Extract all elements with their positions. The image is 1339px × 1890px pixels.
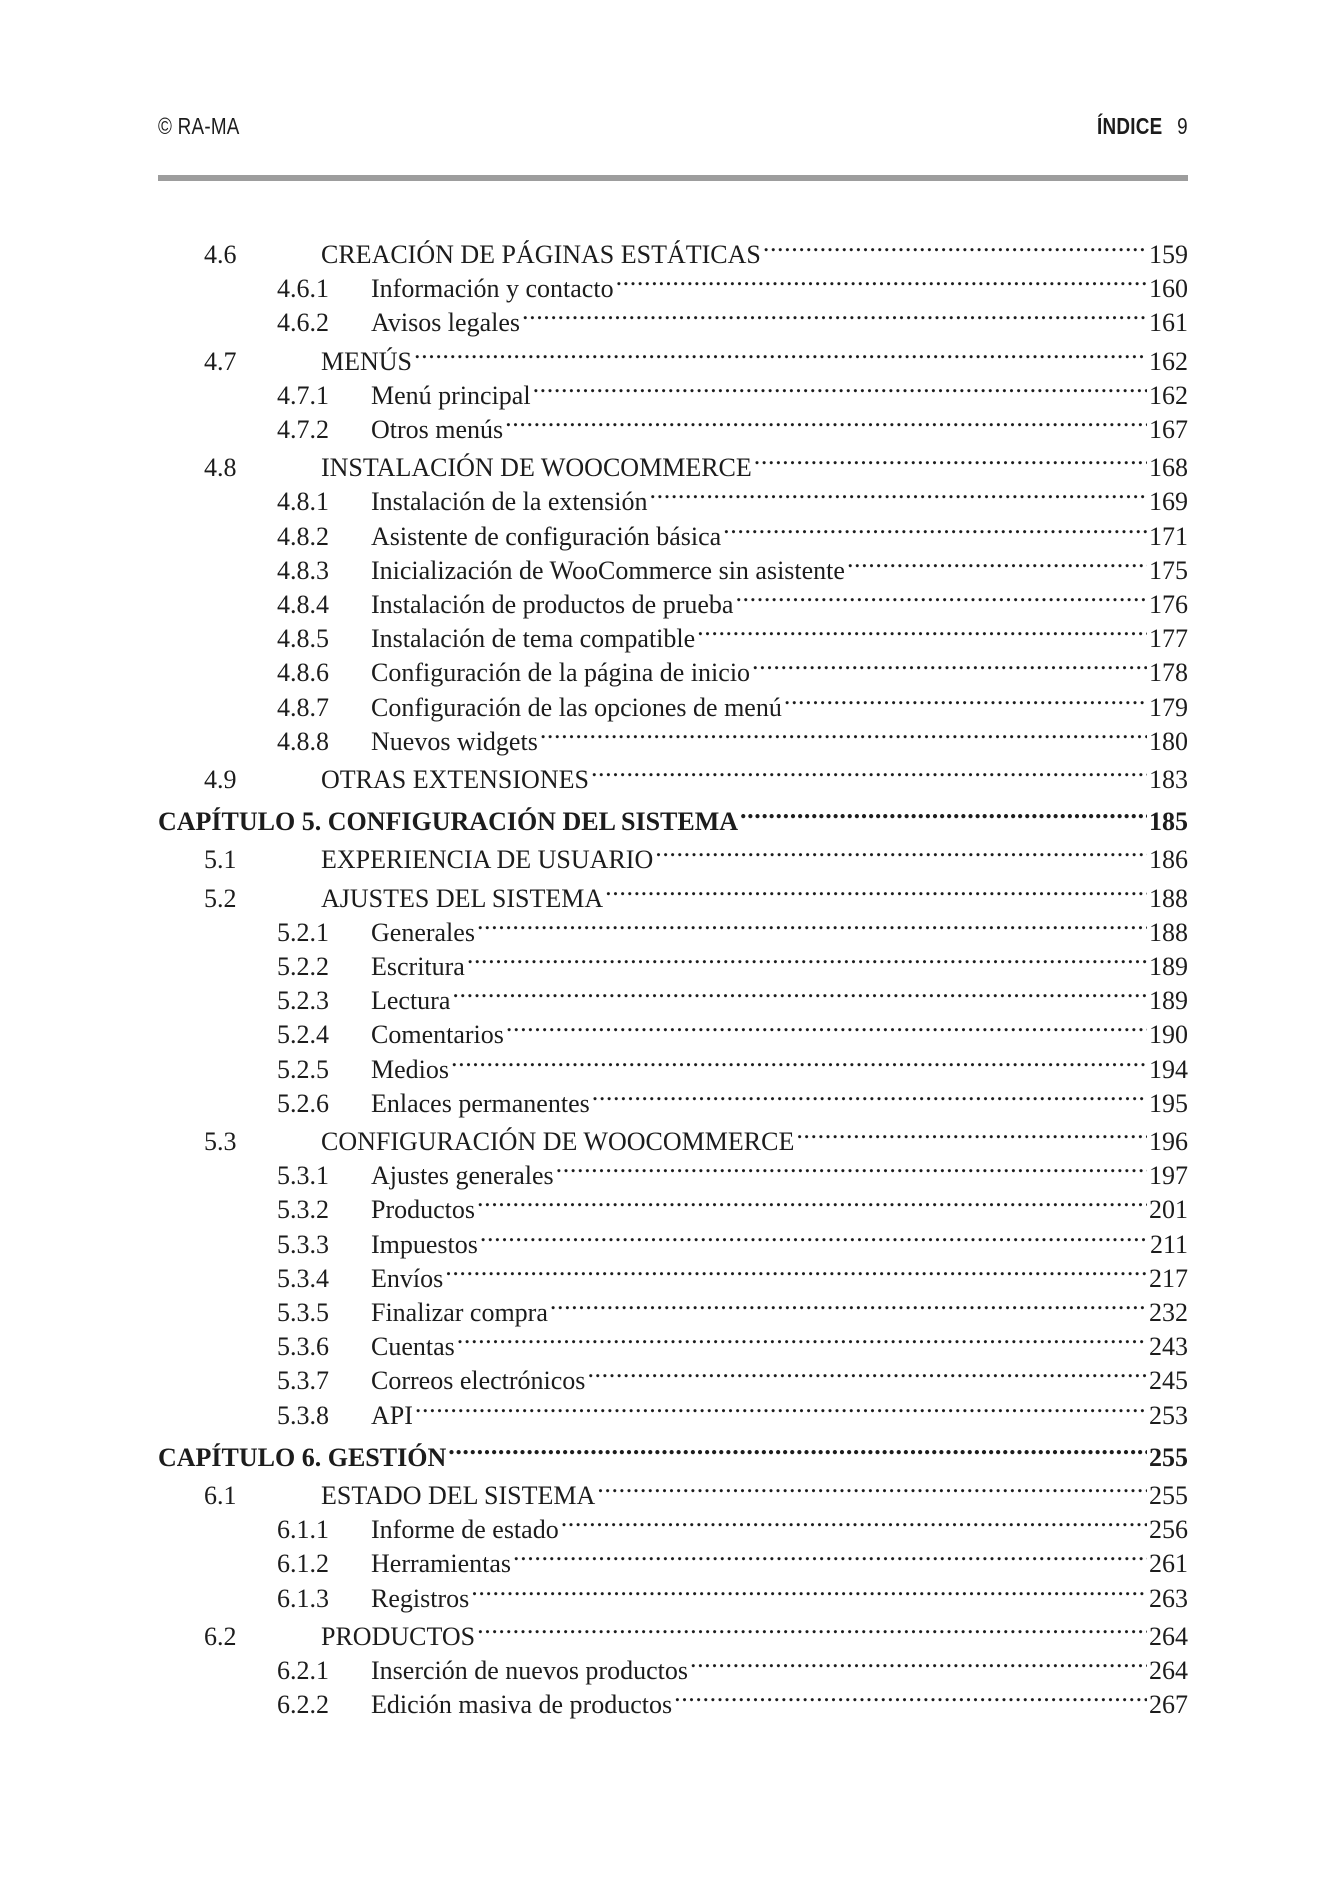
toc-entry bbox=[158, 1287, 1188, 1327]
toc-entry bbox=[158, 716, 1188, 756]
entry-number: 4.8.2 bbox=[277, 521, 329, 551]
dot-leader bbox=[550, 1287, 1147, 1321]
dot-leader bbox=[477, 907, 1147, 941]
entry-page: 232 bbox=[1149, 1298, 1188, 1327]
dot-leader bbox=[452, 975, 1147, 1009]
toc-entry bbox=[158, 1390, 1188, 1430]
toc-entry bbox=[158, 941, 1188, 981]
dot-leader bbox=[451, 1044, 1147, 1078]
toc-entry bbox=[158, 1116, 1188, 1156]
entry-title: OTRAS EXTENSIONES bbox=[321, 765, 589, 794]
dot-leader bbox=[587, 1355, 1147, 1389]
entry-title: Información y contacto bbox=[371, 274, 614, 304]
entry-page: 168 bbox=[1149, 453, 1188, 483]
toc-entry bbox=[158, 1184, 1188, 1225]
entry-number: 5.3 bbox=[204, 1127, 237, 1156]
entry-page: 185 bbox=[1149, 807, 1188, 837]
dot-leader bbox=[690, 1645, 1147, 1679]
toc-entry bbox=[158, 1538, 1188, 1579]
entry-number: 4.7.2 bbox=[277, 415, 329, 444]
dot-leader bbox=[513, 1538, 1147, 1572]
entry-number: 4.9 bbox=[204, 765, 237, 794]
entry-title: Edición masiva de productos bbox=[371, 1690, 673, 1720]
entry-page: 256 bbox=[1149, 1515, 1188, 1545]
dot-leader bbox=[740, 796, 1147, 830]
chapter-entry bbox=[158, 796, 1188, 837]
entry-number: 4.8 bbox=[204, 453, 237, 483]
dot-leader bbox=[477, 1611, 1147, 1645]
entry-number: 6.1.3 bbox=[277, 1583, 329, 1613]
dot-leader bbox=[784, 682, 1147, 716]
dot-leader bbox=[540, 716, 1147, 750]
dot-leader bbox=[655, 834, 1147, 868]
toc-entry bbox=[158, 370, 1188, 410]
dot-leader bbox=[480, 1219, 1148, 1253]
entry-page: 261 bbox=[1149, 1549, 1188, 1579]
entry-page: 243 bbox=[1149, 1332, 1188, 1362]
entry-page: 180 bbox=[1149, 726, 1188, 756]
entry-title: Escritura bbox=[371, 952, 465, 981]
entry-number: 4.6 bbox=[204, 240, 237, 269]
entry-title: Informe de estado bbox=[371, 1515, 559, 1545]
entry-number: 4.6.1 bbox=[277, 274, 329, 304]
entry-page: 189 bbox=[1149, 986, 1188, 1016]
entry-number: 4.8.1 bbox=[277, 487, 329, 517]
entry-title: CAPÍTULO 5. CONFIGURACIÓN DEL SISTEMA bbox=[158, 807, 739, 837]
dot-leader bbox=[533, 370, 1147, 404]
entry-page: 201 bbox=[1149, 1195, 1188, 1225]
entry-page: 189 bbox=[1149, 952, 1188, 981]
toc-entry bbox=[158, 1150, 1188, 1191]
toc-entry bbox=[158, 476, 1188, 517]
entry-page: 167 bbox=[1149, 415, 1188, 444]
entry-page: 169 bbox=[1149, 487, 1188, 517]
entry-number: 5.2.6 bbox=[277, 1088, 329, 1118]
entry-number: 5.3.8 bbox=[277, 1400, 329, 1430]
entry-number: 4.8.3 bbox=[277, 555, 329, 585]
entry-page: 162 bbox=[1149, 346, 1188, 376]
entry-title: Instalación de productos de prueba bbox=[371, 590, 734, 619]
entry-title: Nuevos widgets bbox=[371, 726, 538, 756]
dot-leader bbox=[847, 545, 1147, 579]
entry-title: Instalación de tema compatible bbox=[371, 624, 696, 654]
dot-leader bbox=[467, 941, 1147, 975]
entry-page: 264 bbox=[1149, 1621, 1188, 1651]
toc-entry bbox=[158, 682, 1188, 722]
entry-number: 4.7 bbox=[204, 346, 237, 376]
dot-leader bbox=[723, 511, 1147, 545]
toc-entry bbox=[158, 579, 1188, 619]
toc-entry bbox=[158, 1078, 1188, 1118]
dot-leader bbox=[445, 1253, 1147, 1287]
entry-page: 211 bbox=[1149, 1229, 1188, 1259]
entry-page: 183 bbox=[1149, 765, 1188, 794]
toc-entry bbox=[158, 1253, 1188, 1293]
entry-title: Lectura bbox=[371, 986, 451, 1016]
entry-title: EXPERIENCIA DE USUARIO bbox=[321, 845, 654, 875]
entry-number: 6.2 bbox=[204, 1621, 237, 1651]
entry-number: 5.3.4 bbox=[277, 1263, 329, 1293]
entry-title: AJUSTES DEL SISTEMA bbox=[321, 883, 604, 913]
entry-page: 179 bbox=[1149, 692, 1188, 722]
entry-number: 4.8.8 bbox=[277, 726, 329, 756]
dot-leader bbox=[754, 442, 1147, 476]
dot-leader bbox=[561, 1504, 1147, 1538]
dot-leader bbox=[597, 1470, 1147, 1504]
entry-number: 5.2.5 bbox=[277, 1054, 329, 1084]
entry-page: 161 bbox=[1149, 308, 1188, 338]
entry-page: 188 bbox=[1149, 883, 1188, 913]
dot-leader bbox=[477, 1184, 1147, 1218]
toc-entry bbox=[158, 229, 1188, 269]
entry-page: 264 bbox=[1149, 1656, 1188, 1685]
entry-page: 267 bbox=[1149, 1690, 1188, 1720]
entry-number: 5.2.3 bbox=[277, 986, 329, 1016]
entry-title: Instalación de la extensión bbox=[371, 487, 648, 517]
dot-leader bbox=[650, 476, 1147, 510]
dot-leader bbox=[796, 1116, 1147, 1150]
entry-title: Menú principal bbox=[371, 380, 531, 410]
toc-entry bbox=[158, 336, 1188, 376]
entry-page: 263 bbox=[1149, 1583, 1188, 1613]
toc-entry bbox=[158, 907, 1188, 947]
publisher-copyright: © RA-MA bbox=[158, 113, 240, 139]
entry-page: 159 bbox=[1149, 240, 1188, 269]
toc-entry bbox=[158, 1645, 1188, 1685]
dot-leader bbox=[415, 1390, 1147, 1424]
entry-number: 6.1.1 bbox=[277, 1515, 329, 1545]
entry-title: Herramientas bbox=[371, 1549, 512, 1579]
entry-title: CONFIGURACIÓN DE WOOCOMMERCE bbox=[321, 1127, 795, 1156]
entry-page: 188 bbox=[1149, 917, 1188, 947]
toc-entry bbox=[158, 1044, 1188, 1084]
dot-leader bbox=[735, 579, 1147, 613]
entry-title: PRODUCTOS bbox=[321, 1621, 476, 1651]
toc-entry bbox=[158, 1219, 1188, 1259]
entry-number: 4.8.5 bbox=[277, 624, 329, 654]
entry-title: CAPÍTULO 6. GESTIÓN bbox=[158, 1442, 447, 1472]
toc-entry bbox=[158, 975, 1188, 1016]
entry-number: 5.3.7 bbox=[277, 1366, 329, 1396]
toc-entry bbox=[158, 442, 1188, 483]
entry-title: API bbox=[371, 1400, 413, 1430]
entry-number: 5.2.2 bbox=[277, 952, 329, 981]
section-title: ÍNDICE bbox=[1097, 113, 1163, 139]
entry-page: 160 bbox=[1149, 274, 1188, 304]
toc-entry bbox=[158, 1573, 1188, 1613]
dot-leader bbox=[605, 873, 1147, 907]
entry-title: Envíos bbox=[371, 1263, 444, 1293]
toc-entry bbox=[158, 1470, 1188, 1510]
header-section bbox=[1097, 113, 1188, 140]
dot-leader bbox=[448, 1432, 1147, 1466]
entry-number: 4.6.2 bbox=[277, 308, 329, 338]
dot-leader bbox=[591, 754, 1147, 788]
entry-title: Impuestos bbox=[371, 1229, 478, 1259]
entry-number: 4.8.6 bbox=[277, 658, 329, 688]
entry-title: Configuración de la página de inicio bbox=[371, 658, 751, 688]
entry-number: 4.8.4 bbox=[277, 590, 329, 619]
running-header bbox=[158, 113, 1188, 153]
entry-title: Cuentas bbox=[371, 1332, 455, 1362]
entry-page: 175 bbox=[1149, 555, 1188, 585]
entry-title: Correos electrónicos bbox=[371, 1366, 586, 1396]
toc-entry bbox=[158, 263, 1188, 304]
entry-number: 4.7.1 bbox=[277, 380, 329, 410]
toc-entry bbox=[158, 511, 1188, 551]
entry-page: 197 bbox=[1149, 1161, 1188, 1191]
dot-leader bbox=[506, 1009, 1147, 1043]
entry-number: 6.1 bbox=[204, 1481, 237, 1510]
toc-entry bbox=[158, 545, 1188, 585]
dot-leader bbox=[522, 297, 1147, 331]
entry-title: Generales bbox=[371, 917, 475, 947]
toc-entry bbox=[158, 1611, 1188, 1651]
entry-page: 255 bbox=[1149, 1481, 1188, 1510]
page-number: 9 bbox=[1177, 113, 1188, 139]
toc-entry bbox=[158, 404, 1188, 444]
toc-entry bbox=[158, 1679, 1188, 1720]
toc-entry bbox=[158, 647, 1188, 688]
entry-number: 5.3.5 bbox=[277, 1298, 329, 1327]
dot-leader bbox=[674, 1679, 1147, 1713]
entry-number: 6.1.2 bbox=[277, 1549, 329, 1579]
entry-title: Inicialización de WooCommerce sin asistente bbox=[371, 555, 845, 585]
toc-entry bbox=[158, 613, 1188, 654]
dot-leader bbox=[457, 1321, 1147, 1355]
entry-page: 186 bbox=[1149, 845, 1188, 875]
dot-leader bbox=[556, 1150, 1147, 1184]
entry-title: CREACIÓN DE PÁGINAS ESTÁTICAS bbox=[321, 240, 761, 269]
dot-leader bbox=[471, 1573, 1147, 1607]
entry-number: 5.2.4 bbox=[277, 1020, 329, 1050]
toc-entry bbox=[158, 1355, 1188, 1396]
entry-number: 5.3.1 bbox=[277, 1161, 329, 1191]
dot-leader bbox=[763, 229, 1147, 263]
toc-entry bbox=[158, 754, 1188, 794]
toc-entry bbox=[158, 1321, 1188, 1362]
toc-entry bbox=[158, 834, 1188, 875]
entry-title: Inserción de nuevos productos bbox=[371, 1656, 688, 1685]
entry-page: 217 bbox=[1149, 1263, 1188, 1293]
entry-page: 178 bbox=[1149, 658, 1188, 688]
entry-title: Medios bbox=[371, 1054, 449, 1084]
entry-title: Ajustes generales bbox=[371, 1161, 554, 1191]
entry-title: ESTADO DEL SISTEMA bbox=[321, 1481, 596, 1510]
entry-number: 5.3.3 bbox=[277, 1229, 329, 1259]
entry-page: 162 bbox=[1149, 380, 1188, 410]
entry-page: 194 bbox=[1149, 1054, 1188, 1084]
entry-number: 6.2.2 bbox=[277, 1690, 329, 1720]
entry-page: 190 bbox=[1149, 1020, 1188, 1050]
entry-number: 5.3.6 bbox=[277, 1332, 329, 1362]
dot-leader bbox=[414, 336, 1147, 370]
entry-title: MENÚS bbox=[321, 346, 413, 376]
toc-entry bbox=[158, 297, 1188, 338]
entry-title: Configuración de las opciones de menú bbox=[371, 692, 782, 722]
toc-entry bbox=[158, 873, 1188, 913]
entry-number: 5.1 bbox=[204, 845, 237, 875]
entry-page: 177 bbox=[1149, 624, 1188, 654]
entry-page: 195 bbox=[1149, 1088, 1188, 1118]
entry-number: 5.2 bbox=[204, 883, 237, 913]
entry-page: 245 bbox=[1149, 1366, 1188, 1396]
chapter-entry bbox=[158, 1432, 1188, 1472]
toc-entry bbox=[158, 1504, 1188, 1545]
entry-number: 5.2.1 bbox=[277, 917, 329, 947]
entry-title: Registros bbox=[371, 1583, 470, 1613]
entry-title: Enlaces permanentes bbox=[371, 1088, 590, 1118]
entry-page: 176 bbox=[1149, 590, 1188, 619]
entry-page: 255 bbox=[1149, 1442, 1188, 1472]
entry-page: 171 bbox=[1149, 521, 1188, 551]
entry-title: Asistente de configuración básica bbox=[371, 521, 722, 551]
header-rule bbox=[158, 175, 1188, 181]
dot-leader bbox=[697, 613, 1147, 647]
entry-number: 5.3.2 bbox=[277, 1195, 329, 1225]
entry-title: Avisos legales bbox=[371, 308, 520, 338]
entry-title: Productos bbox=[371, 1195, 475, 1225]
toc-entry bbox=[158, 1009, 1188, 1050]
dot-leader bbox=[752, 647, 1147, 681]
entry-title: INSTALACIÓN DE WOOCOMMERCE bbox=[321, 453, 752, 483]
entry-title: Finalizar compra bbox=[371, 1298, 548, 1327]
entry-page: 253 bbox=[1149, 1400, 1188, 1430]
entry-number: 6.2.1 bbox=[277, 1656, 329, 1685]
dot-leader bbox=[505, 404, 1147, 438]
entry-title: Otros menús bbox=[371, 415, 504, 444]
entry-number: 4.8.7 bbox=[277, 692, 329, 722]
entry-page: 196 bbox=[1149, 1127, 1188, 1156]
dot-leader bbox=[592, 1078, 1147, 1112]
dot-leader bbox=[616, 263, 1147, 297]
entry-title: Comentarios bbox=[371, 1020, 504, 1050]
